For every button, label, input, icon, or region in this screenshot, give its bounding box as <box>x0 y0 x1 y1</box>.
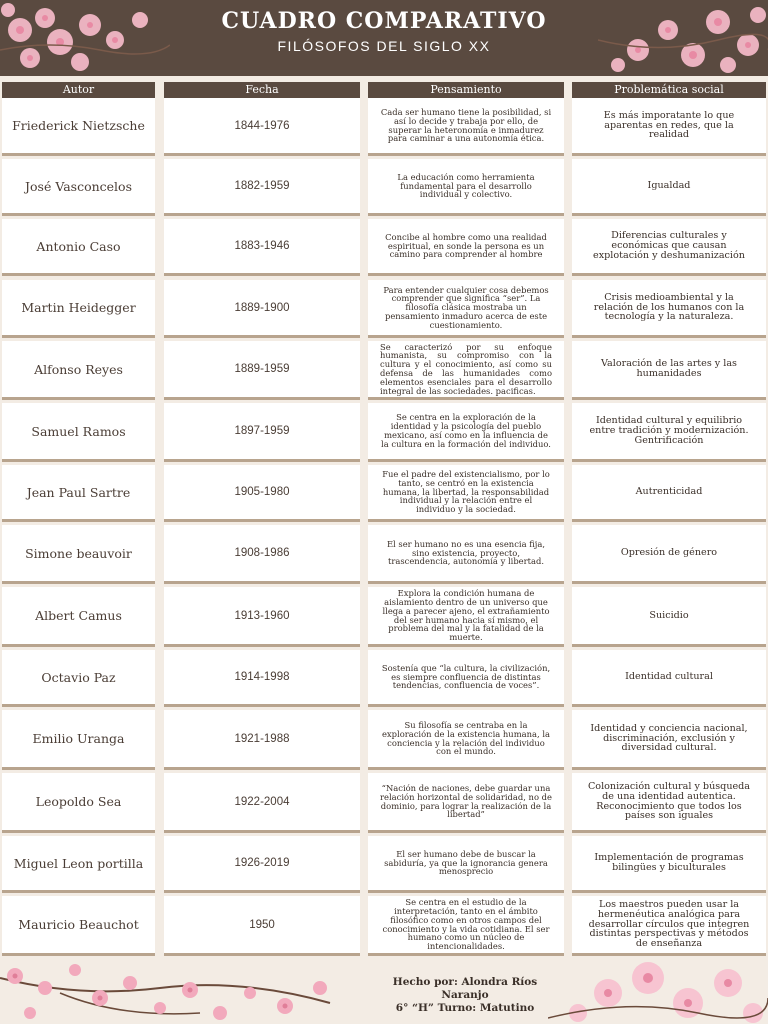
column-header-problematica: Problemática social <box>572 82 766 98</box>
column-header-autor: Autor <box>2 82 155 98</box>
cell-pensamiento <box>368 280 564 338</box>
cell-pensamiento-text: Cada ser humano tiene la posibilidad, si así lo decide y trabaja por ello, de superar la heteronomía e inmadurez para caminar a una autonomía ética. <box>380 106 552 144</box>
cell-problematica <box>572 98 766 156</box>
cell-pensamiento <box>368 525 564 584</box>
cell-fecha <box>164 836 360 893</box>
table-row <box>0 836 768 893</box>
cell-autor-text: Albert Camus <box>35 608 122 623</box>
table-row <box>0 896 768 956</box>
cell-pensamiento-text: Explora la condición humana de aislamiento dentro de un universo que llega a parecer ajeno, el extrañamiento del ser humano hacia sí mismo, el problema del mal y la fatalidad de la muerte. <box>382 588 550 643</box>
cell-problematica-text: Suicidio <box>649 609 689 621</box>
cell-problematica <box>572 341 766 400</box>
cell-pensamiento <box>368 650 564 707</box>
cell-pensamiento-text: Se centra en el estudio de la interpretación, tanto en el ámbito filosófico como en otros campos del conocimiento y la vida cotidiana. El ser humano como un núcleo de intencionalidades. <box>382 897 550 952</box>
cell-fecha <box>164 525 360 584</box>
cell-pensamiento-text: Fue el padre del existencialismo, por lo tanto, se centró en la existencia humana, la libertad, la responsabilidad individual y la relación entre el individuo y la sociedad. <box>382 469 550 515</box>
cell-pensamiento <box>368 587 564 647</box>
cell-autor-text: Emilio Uranga <box>32 731 125 746</box>
cell-fecha <box>164 710 360 770</box>
cell-autor-text: Simone beauvoir <box>25 545 132 561</box>
table-row <box>0 587 768 647</box>
cell-fecha-text: 1844-1976 <box>234 119 290 132</box>
cell-problematica <box>572 587 766 647</box>
cell-problematica-text: Los maestros pueden usar la hermenéutica analógica para desarrollar círculos que integren distintas perspectivas y métodos de enseñanza <box>588 899 750 950</box>
cell-pensamiento <box>368 341 564 400</box>
table-row <box>0 465 768 522</box>
cell-autor <box>2 403 155 462</box>
cell-fecha-text: 1897-1959 <box>234 425 290 437</box>
cell-problematica <box>572 896 766 956</box>
cell-fecha <box>164 159 360 216</box>
cell-autor-text: Antonio Caso <box>36 238 121 254</box>
cell-problematica-text: Autrenticidad <box>635 486 703 498</box>
cell-pensamiento-text: Sostenía que “la cultura, la civilización, es siempre confluencia de distintas tendencias, confluencia de voces”. <box>381 662 551 691</box>
cell-fecha <box>164 465 360 522</box>
column-header-pensamiento: Pensamiento <box>368 82 564 98</box>
cell-pensamiento <box>368 710 564 770</box>
cell-fecha-text: 1882-1959 <box>234 180 290 192</box>
cell-problematica <box>572 525 766 584</box>
cell-problematica-text: Identidad cultural <box>625 671 713 683</box>
cell-fecha-text: 1883-1946 <box>234 240 290 252</box>
author-line-2: Naranjo <box>441 989 489 1001</box>
table-row <box>0 403 768 462</box>
cell-autor <box>2 650 155 707</box>
cell-autor <box>2 159 155 216</box>
cell-pensamiento-text: Se caracterizó por su enfoque humanista, su compromiso con la cultura y el conocimiento, así como su defensa de las humanidades como elementos esenciales para el desarrollo integral de las sociedades. pacificas. <box>380 341 552 396</box>
cell-problematica <box>572 650 766 707</box>
cell-fecha-text: 1908-1986 <box>234 547 290 559</box>
cell-fecha-text: 1913-1960 <box>234 609 290 622</box>
cell-problematica-text: Colonización cultural y búsqueda de una identidad autentica. Reconocimiento que todos los países son iguales <box>587 780 751 822</box>
table-row <box>0 525 768 584</box>
cell-problematica-text: Valoración de las artes y las humanidades <box>601 358 737 379</box>
cell-fecha-text: 1914-1998 <box>234 671 290 683</box>
cell-problematica <box>572 219 766 276</box>
cell-problematica <box>572 773 766 833</box>
cell-fecha-text: 1921-1988 <box>234 732 290 745</box>
cell-problematica-text: Diferencias culturales y económicas que causan explotación y deshumanización <box>593 230 745 261</box>
cell-autor-text: Mauricio Beauchot <box>18 917 139 932</box>
cell-autor <box>2 98 155 156</box>
cell-autor <box>2 525 155 584</box>
cell-pensamiento-text: Para entender cualquier cosa debemos comprender que significa “ser”. La filosofía clásica mostraba un pensamiento inmaduro acerca de este cuestionamiento. <box>383 284 549 330</box>
cell-problematica-text: Identidad cultural y equilibrio entre tradición y modernización. Gentrificación <box>589 415 749 446</box>
cell-pensamiento <box>368 98 564 156</box>
cell-fecha <box>164 896 360 956</box>
cell-autor <box>2 219 155 276</box>
cell-autor <box>2 710 155 770</box>
cell-autor <box>2 836 155 893</box>
cell-autor-text: Leopoldo Sea <box>35 794 122 809</box>
cell-problematica-text: Es más imporatante lo que aparentas en redes, que la realidad <box>603 109 735 141</box>
cell-autor <box>2 587 155 647</box>
page-title: CUADRO COMPARATIVO <box>221 8 547 34</box>
table-row <box>0 341 768 400</box>
cell-problematica-text: Igualdad <box>647 180 691 192</box>
cell-pensamiento <box>368 896 564 956</box>
cell-autor-text: Alfonso Reyes <box>34 361 123 377</box>
cell-autor-text: Friederick Nietzsche <box>12 118 145 133</box>
cell-autor <box>2 896 155 956</box>
author-line-1: Hecho por: Alondra Ríos <box>392 976 538 988</box>
cell-fecha-text: 1926-2019 <box>234 857 290 869</box>
column-header-fecha: Fecha <box>164 82 360 98</box>
table-row <box>0 159 768 216</box>
cell-fecha <box>164 98 360 156</box>
cell-fecha <box>164 280 360 338</box>
cell-problematica-text: Identidad y conciencia nacional, discriminación, exclusión y diversidad cultural. <box>590 722 748 754</box>
cell-pensamiento-text: El ser humano debe de buscar la sabiduría, ya que la ignorancia genera menosprecio <box>384 848 548 877</box>
cell-pensamiento-text: Se centra en la exploración de la identidad y la psicología del pueblo mexicano, así como en la influencia de la cultura en la formación del individuo. <box>381 412 551 449</box>
cell-fecha <box>164 587 360 647</box>
cell-autor-text: Miguel Leon portilla <box>13 855 144 871</box>
cell-pensamiento <box>368 465 564 522</box>
table-row <box>0 710 768 770</box>
cell-fecha-text: 1889-1959 <box>234 363 290 375</box>
cell-autor-text: Martin Heidegger <box>21 300 136 315</box>
cell-problematica <box>572 465 766 522</box>
cell-problematica <box>572 280 766 338</box>
cell-problematica-text: Crisis medioambiental y la relación de los humanos con la tecnología y la naturaleza. <box>593 291 745 323</box>
cherry-blossom-decoration <box>548 958 768 1024</box>
cell-pensamiento-text: Su filosofía se centraba en la exploración de la existencia humana, la conciencia y la relación del individuo con el mundo. <box>381 719 551 757</box>
author-credit <box>370 976 560 1015</box>
cell-autor-text: Octavio Paz <box>41 669 116 685</box>
table-row <box>0 773 768 833</box>
cell-problematica-text: Implementación de programas bilingües y biculturales <box>594 852 744 873</box>
cell-fecha-text: 1889-1900 <box>234 301 290 314</box>
cell-autor-text: Jean Paul Sartre <box>26 484 131 500</box>
cell-problematica <box>572 159 766 216</box>
cherry-branch-decoration <box>0 958 380 1024</box>
cell-fecha <box>164 219 360 276</box>
cell-pensamiento <box>368 836 564 893</box>
cell-autor <box>2 465 155 522</box>
cell-autor <box>2 280 155 338</box>
table-row <box>0 219 768 276</box>
header-banner <box>0 0 768 76</box>
table-row <box>0 650 768 707</box>
cell-fecha-text: 1905-1980 <box>234 486 290 498</box>
cell-autor <box>2 341 155 400</box>
page-subtitle: FILÓSOFOS DEL SIGLO XX <box>277 38 491 54</box>
cell-problematica-text: Opresión de género <box>620 547 718 559</box>
table-row <box>0 98 768 156</box>
cell-pensamiento <box>368 159 564 216</box>
cell-fecha <box>164 650 360 707</box>
cell-pensamiento <box>368 773 564 833</box>
footer <box>0 958 768 1024</box>
cell-autor-text: Samuel Ramos <box>31 423 126 439</box>
author-line-3: 6° “H” Turno: Matutino <box>395 1002 535 1014</box>
cell-fecha-text: 1950 <box>249 918 275 931</box>
cell-pensamiento-text: El ser humano no es una esencia fija, sino existencia, proyecto, trascendencia, autonomía y libertad. <box>386 538 546 567</box>
cell-fecha-text: 1922-2004 <box>234 795 290 808</box>
cell-pensamiento-text: Concibe al hombre como una realidad espiritual, en sonde la persona es un camino para comprender al hombre <box>385 231 547 260</box>
cell-fecha <box>164 773 360 833</box>
cell-pensamiento <box>368 403 564 462</box>
table-row <box>0 280 768 338</box>
cell-problematica <box>572 836 766 893</box>
cell-pensamiento-text: La educación como herramienta fundamental para el desarrollo individual y colectivo. <box>397 171 535 200</box>
cell-problematica <box>572 710 766 770</box>
cell-pensamiento <box>368 219 564 276</box>
cell-autor <box>2 773 155 833</box>
cell-problematica <box>572 403 766 462</box>
cell-autor-text: José Vasconcelos <box>25 178 132 194</box>
cell-pensamiento-text: “Nación de naciones, debe guardar una relación horizontal de solidaridad, no de dominio, para lograr la realización de la libertad” <box>380 782 552 820</box>
cell-fecha <box>164 403 360 462</box>
cell-fecha <box>164 341 360 400</box>
